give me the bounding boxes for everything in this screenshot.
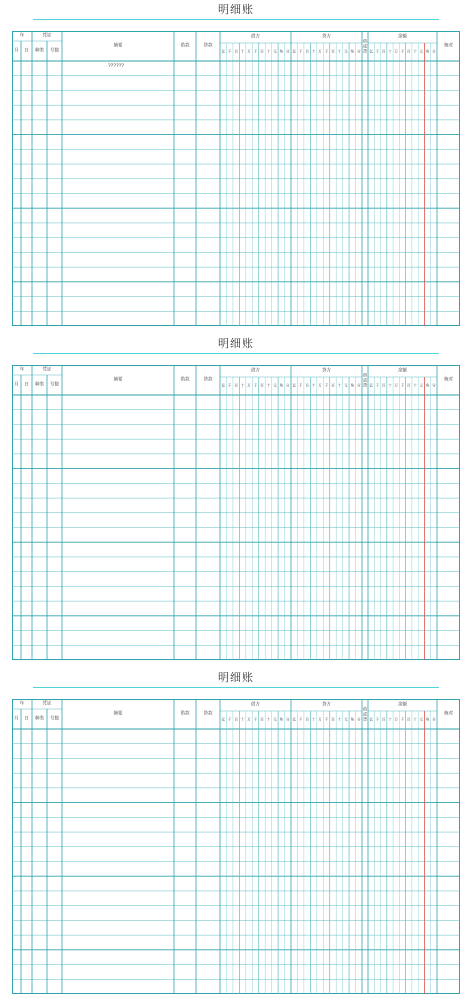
debit-digit-unit: 千 [227,717,232,722]
header-debit-account: 借款 [180,43,190,49]
balance-digit-unit: 分 [432,383,436,388]
ledger-grid-lines [12,31,460,326]
balance-digit-unit: 十 [413,49,417,54]
balance-digit-unit: 百 [381,383,386,388]
header-credit-account: 贷款 [203,43,213,49]
ledger-table [12,365,460,660]
debit-digit-unit: 千 [227,383,232,388]
header-voucher: 凭证 [42,701,52,707]
header-month: 月 [14,716,19,722]
debit-digit-unit: 万 [247,717,251,722]
balance-digit-unit: 万 [394,49,398,54]
header-credit-account: 贷款 [203,711,213,717]
header-check: 核对 [444,43,453,49]
balance-digit-unit: 十 [413,717,417,722]
header-summary: 摘要 [113,43,123,49]
balance-digit-unit: 百 [381,717,386,722]
debit-digit-unit: 千 [227,49,232,54]
header-summary: 摘要 [113,377,123,383]
debit-digit-unit: 元 [273,49,277,54]
header-voucher: 凭证 [42,33,52,39]
header-credit: 贷方 [322,34,331,40]
credit-digit-unit: 十 [311,49,316,54]
credit-digit-unit: 千 [298,383,303,388]
debit-digit-unit: 十 [266,717,271,722]
credit-digit-unit: 万 [318,49,322,54]
balance-digit-unit: 元 [419,717,424,722]
debit-digit-unit: 百 [234,49,238,54]
header-day: 日 [24,716,29,722]
credit-digit-unit: 千 [324,383,329,388]
ledger-page [0,335,472,668]
ledger-title: 明细账 [218,3,254,16]
credit-digit-unit: 亿 [292,49,296,54]
debit-digit-unit: 百 [260,383,264,388]
header-check: 核对 [444,377,453,383]
debit-digit-unit: 百 [260,717,264,722]
header-debit-account: 借款 [180,377,190,383]
balance-digit-unit: 千 [400,49,405,54]
header-day: 日 [24,48,29,54]
balance-digit-unit: 亿 [369,717,373,722]
ledger-table [12,31,460,326]
header-month: 月 [14,48,19,54]
credit-digit-unit: 万 [318,717,322,722]
debit-digit-unit: 千 [253,383,258,388]
debit-digit-unit: 十 [240,49,245,54]
debit-digit-unit: 十 [240,383,245,388]
balance-digit-unit: 亿 [369,383,373,388]
balance-digit-unit: 分 [432,717,436,722]
credit-digit-unit: 十 [337,383,342,388]
balance-digit-unit: 百 [407,383,411,388]
balance-digit-unit: 万 [394,383,398,388]
debit-digit-unit: 百 [260,49,264,54]
debit-digit-unit: 角 [279,717,284,722]
balance-digit-unit: 分 [432,49,436,54]
balance-digit-unit: 千 [375,717,380,722]
header-year: 年 [19,701,25,707]
header-debit-or-credit: 借或贷 [363,372,367,388]
credit-digit-unit: 角 [350,49,355,54]
credit-digit-unit: 元 [344,717,348,722]
header-summary: 摘要 [113,711,123,717]
debit-digit-unit: 元 [273,383,277,388]
credit-digit-unit: 十 [337,717,342,722]
credit-digit-unit: 千 [324,49,329,54]
debit-digit-unit: 十 [240,717,245,722]
credit-digit-unit: 元 [344,383,348,388]
credit-digit-unit: 亿 [292,717,296,722]
header-debit: 借方 [251,702,260,708]
credit-digit-unit: 分 [357,717,361,722]
header-balance: 余额 [398,34,407,40]
credit-digit-unit: 十 [311,717,316,722]
balance-digit-unit: 百 [407,717,411,722]
ledger-grid-lines [12,699,460,994]
debit-digit-unit: 亿 [221,717,225,722]
ledger-page [0,1,472,334]
header-year: 年 [19,367,25,373]
debit-digit-unit: 万 [247,383,251,388]
header-month: 月 [14,382,19,388]
debit-digit-unit: 百 [234,717,238,722]
credit-digit-unit: 十 [337,49,342,54]
debit-digit-unit: 十 [266,49,271,54]
header-credit: 贷方 [322,702,331,708]
credit-digit-unit: 百 [305,717,309,722]
credit-digit-unit: 百 [331,717,335,722]
title-underline [33,19,439,20]
debit-digit-unit: 亿 [221,49,225,54]
title-underline [33,687,439,688]
balance-digit-unit: 百 [407,49,411,54]
debit-digit-unit: 分 [286,717,290,722]
header-credit-account: 贷款 [203,377,213,383]
balance-digit-unit: 千 [375,383,380,388]
balance-digit-unit: 千 [375,49,380,54]
header-year: 年 [19,33,25,39]
debit-digit-unit: 元 [273,717,277,722]
ledger-page [0,669,472,1002]
credit-digit-unit: 分 [357,49,361,54]
credit-digit-unit: 百 [331,383,335,388]
header-voucher-type: 种类 [35,48,44,54]
summary-cell: ?????? [108,63,125,69]
balance-digit-unit: 万 [394,717,398,722]
credit-digit-unit: 十 [311,383,316,388]
credit-digit-unit: 角 [350,383,355,388]
debit-digit-unit: 分 [286,49,290,54]
debit-digit-unit: 万 [247,49,251,54]
debit-digit-unit: 分 [286,383,290,388]
header-check: 核对 [444,711,453,717]
debit-digit-unit: 十 [266,383,271,388]
header-debit-account: 借款 [180,711,190,717]
credit-digit-unit: 千 [298,49,303,54]
header-voucher-no: 号数 [50,382,59,388]
ledger-title: 明细账 [218,671,254,684]
balance-digit-unit: 百 [381,49,386,54]
debit-digit-unit: 角 [279,383,284,388]
credit-digit-unit: 万 [318,383,322,388]
balance-digit-unit: 角 [425,383,430,388]
header-balance: 余额 [398,702,407,708]
credit-digit-unit: 百 [305,49,309,54]
credit-digit-unit: 元 [344,49,348,54]
debit-digit-unit: 千 [253,717,258,722]
header-voucher: 凭证 [42,367,52,373]
header-day: 日 [24,382,29,388]
credit-digit-unit: 百 [331,49,335,54]
balance-digit-unit: 十 [388,383,392,388]
ledger-grid-lines [12,365,460,660]
balance-digit-unit: 千 [400,383,405,388]
header-voucher-no: 号数 [50,716,59,722]
header-voucher-no: 号数 [50,48,59,54]
balance-digit-unit: 元 [419,383,424,388]
balance-digit-unit: 十 [388,49,392,54]
balance-digit-unit: 千 [400,717,405,722]
balance-digit-unit: 元 [419,49,424,54]
debit-digit-unit: 千 [253,49,258,54]
header-balance: 余额 [398,368,407,374]
balance-digit-unit: 十 [413,383,417,388]
header-debit: 借方 [251,34,260,40]
credit-digit-unit: 亿 [292,383,296,388]
balance-digit-unit: 亿 [369,49,373,54]
header-voucher-type: 种类 [35,716,44,722]
header-voucher-type: 种类 [35,382,44,388]
header-credit: 贷方 [322,368,331,374]
debit-digit-unit: 亿 [221,383,225,388]
header-debit: 借方 [251,368,260,374]
credit-digit-unit: 百 [305,383,309,388]
debit-digit-unit: 角 [279,49,284,54]
credit-digit-unit: 分 [357,383,361,388]
credit-digit-unit: 角 [350,717,355,722]
ledger-title: 明细账 [218,337,254,350]
ledger-table [12,699,460,994]
balance-digit-unit: 角 [425,717,430,722]
title-underline [33,353,439,354]
header-debit-or-credit: 借或贷 [363,38,367,54]
debit-digit-unit: 百 [234,383,238,388]
header-debit-or-credit: 借或贷 [363,706,367,722]
balance-digit-unit: 角 [425,49,430,54]
credit-digit-unit: 千 [324,717,329,722]
credit-digit-unit: 千 [298,717,303,722]
balance-digit-unit: 十 [388,717,392,722]
